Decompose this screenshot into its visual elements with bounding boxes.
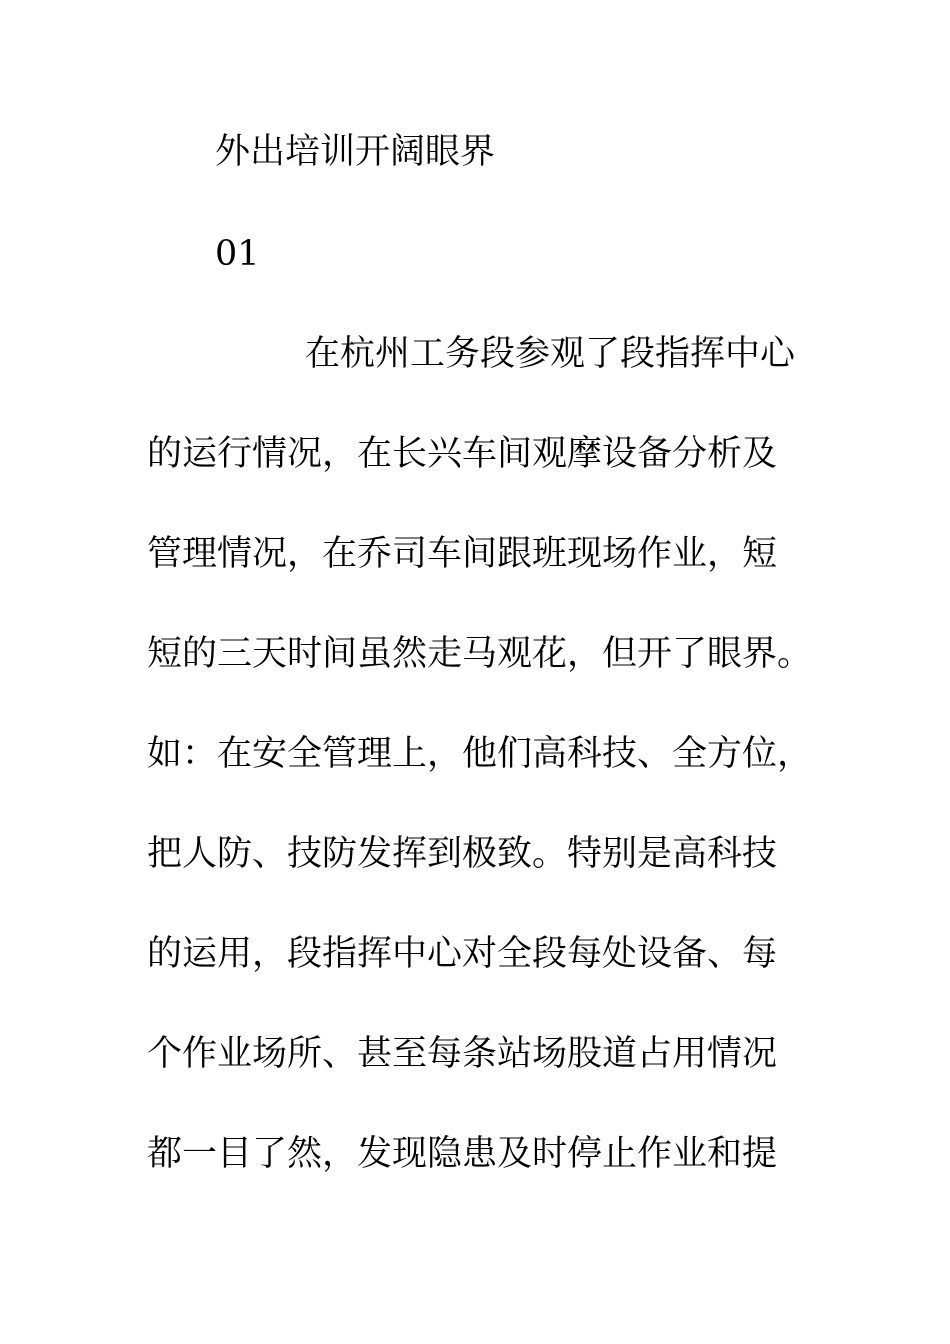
paragraph-line: 短的三天时间虽然走马观花，但开了眼界。 xyxy=(147,634,813,674)
paragraph-line: 的运用，段指挥中心对全段每处设备、每 xyxy=(147,934,778,974)
section-number: 01 xyxy=(215,234,260,274)
paragraph-line: 个作业场所、甚至每条站场股道占用情况 xyxy=(147,1034,778,1074)
paragraph-line: 如：在安全管理上，他们高科技、全方位， xyxy=(147,734,813,774)
paragraph-line: 的运行情况，在长兴车间观摩设备分析及 xyxy=(147,434,778,474)
paragraph-line: 管理情况，在乔司车间跟班现场作业，短 xyxy=(147,534,778,574)
section-heading: 外出培训开阔眼界 xyxy=(215,132,496,172)
paragraph-line: 在杭州工务段参观了段指挥中心 xyxy=(305,334,796,374)
paragraph-line: 把人防、技防发挥到极致。特别是高科技 xyxy=(147,834,778,874)
paragraph-line: 都一目了然，发现隐患及时停止作业和提 xyxy=(147,1134,778,1174)
